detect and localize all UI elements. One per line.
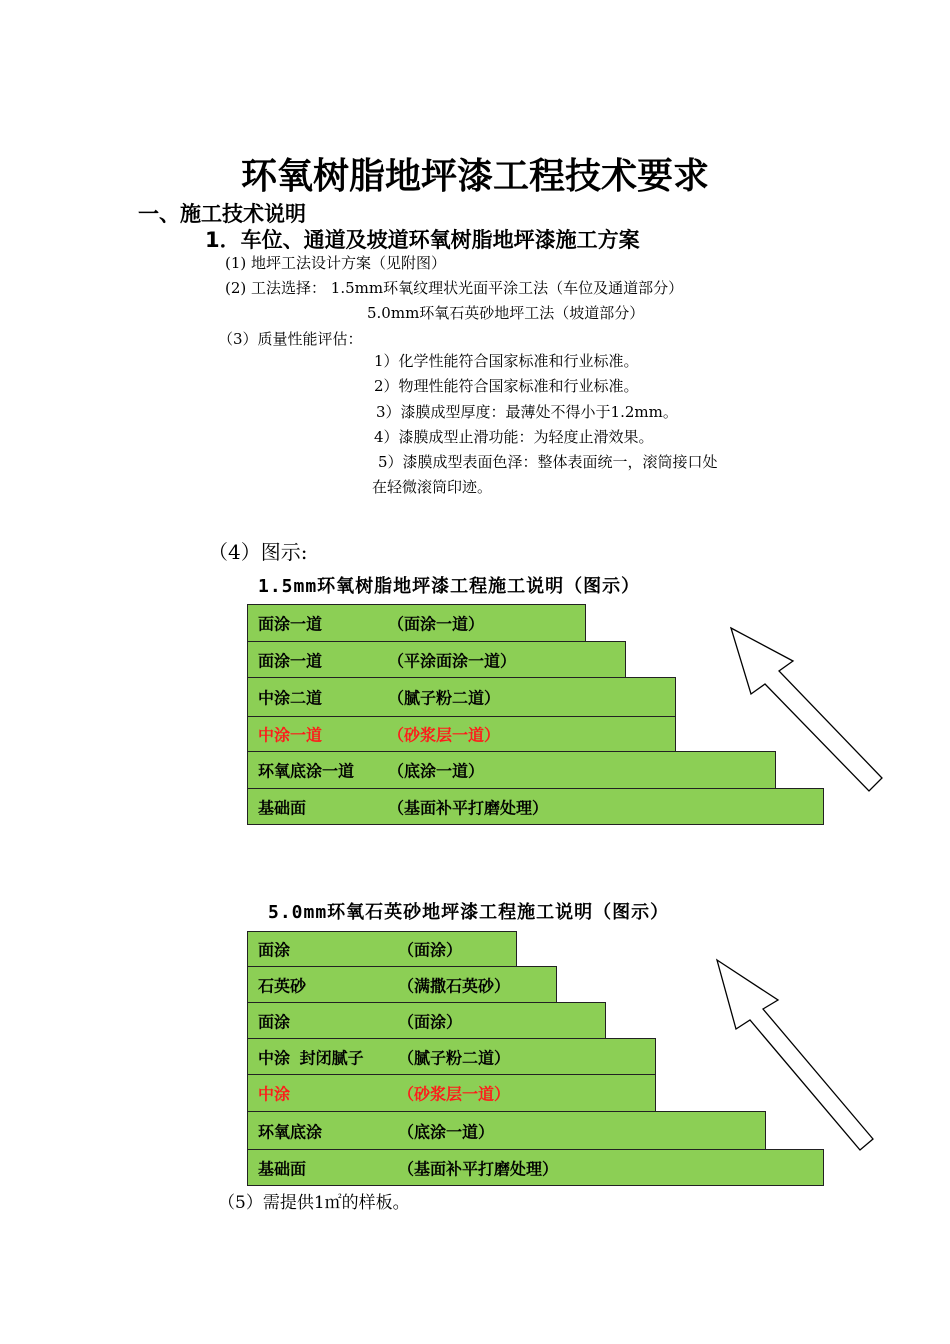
- layer-desc: （基面补平打磨处理）: [398, 1159, 559, 1178]
- layer-desc: （基面补平打磨处理）: [388, 798, 549, 817]
- item-1: (1) 地坪工法设计方案（见附图）: [225, 254, 447, 272]
- layer-desc: （平涂面涂一道）: [388, 651, 517, 670]
- quality-4: 4）漆膜成型止滑功能：为轻度止滑效果。: [374, 428, 654, 446]
- layer-desc: （面涂一道）: [388, 614, 485, 634]
- quality-1: 1）化学性能符合国家标准和行业标准。: [374, 352, 639, 370]
- diagram1-layer: [247, 716, 676, 752]
- section-heading: 一、施工技术说明: [138, 202, 306, 226]
- up-arrow-icon: [725, 625, 890, 795]
- diagram2-layer: [247, 1074, 656, 1112]
- page-title: 环氧树脂地坪漆工程技术要求: [240, 156, 709, 197]
- layer-name: 面涂: [258, 940, 291, 960]
- layer-name: 石英砂: [258, 976, 307, 995]
- item-2: (2) 工法选择： 1.5mm环氧纹理状光面平涂工法（车位及通道部分）: [225, 279, 684, 297]
- layer-name: 中涂一道: [258, 725, 323, 745]
- layer-name: 面涂一道: [258, 651, 323, 670]
- layer-desc: （腻子粉二道）: [388, 688, 501, 708]
- subsection-heading: 1．车位、通道及坡道环氧树脂地坪漆施工方案: [205, 228, 640, 252]
- diagram2-layer: [247, 1111, 766, 1150]
- diagram2-layer: [247, 1038, 656, 1075]
- layer-desc: （满撒石英砂）: [398, 976, 511, 995]
- layer-desc: （面涂）: [398, 1012, 463, 1031]
- item-4: （4）图示:: [208, 540, 308, 564]
- layer-name: 中涂 封闭腻子: [258, 1048, 364, 1067]
- quality-3: 3）漆膜成型厚度：最薄处不得小于1.2mm。: [376, 403, 678, 421]
- layer-name: 基础面: [258, 1159, 307, 1178]
- layer-desc: （面涂）: [398, 940, 463, 960]
- layer-desc: （底涂一道）: [398, 1122, 495, 1141]
- layer-name: 面涂: [258, 1012, 291, 1031]
- layer-desc: （砂浆层一道）: [388, 725, 501, 745]
- item-3: （3）质量性能评估：: [218, 330, 363, 348]
- item-5: （5）需提供1㎡的样板。: [218, 1193, 410, 1213]
- up-arrow-icon: [712, 957, 882, 1157]
- layer-name: 中涂: [258, 1084, 291, 1104]
- diagram2-layer: [247, 931, 517, 967]
- diagram1-layer: [247, 751, 776, 789]
- diagram2-layer: [247, 966, 557, 1003]
- layer-name: 环氧底涂一道: [258, 761, 355, 781]
- quality-5: 5）漆膜成型表面色泽：整体表面统一，滚筒接口处: [378, 453, 718, 471]
- layer-name: 中涂二道: [258, 688, 323, 708]
- layer-desc: （底涂一道）: [388, 761, 485, 781]
- layer-name: 环氧底涂: [258, 1122, 323, 1141]
- diagram2-caption: 5.0mm环氧石英砂地坪漆工程施工说明（图示）: [268, 902, 670, 923]
- layer-desc: （砂浆层一道）: [398, 1084, 511, 1104]
- diagram1-caption: 1.5mm环氧树脂地坪漆工程施工说明（图示）: [258, 576, 641, 597]
- layer-name: 面涂一道: [258, 614, 323, 634]
- diagram1-layer: [247, 677, 676, 717]
- layer-name: 基础面: [258, 798, 307, 817]
- quality-5-continued: 在轻微滚筒印迹。: [372, 478, 493, 496]
- quality-2: 2）物理性能符合国家标准和行业标准。: [374, 377, 639, 395]
- layer-desc: （腻子粉二道）: [398, 1048, 511, 1067]
- diagram2-layer: [247, 1002, 606, 1039]
- diagram1-layer: [247, 641, 626, 678]
- diagram1-layer: [247, 604, 586, 642]
- item-2-continued: 5.0mm环氧石英砂地坪工法（坡道部分）: [367, 304, 645, 322]
